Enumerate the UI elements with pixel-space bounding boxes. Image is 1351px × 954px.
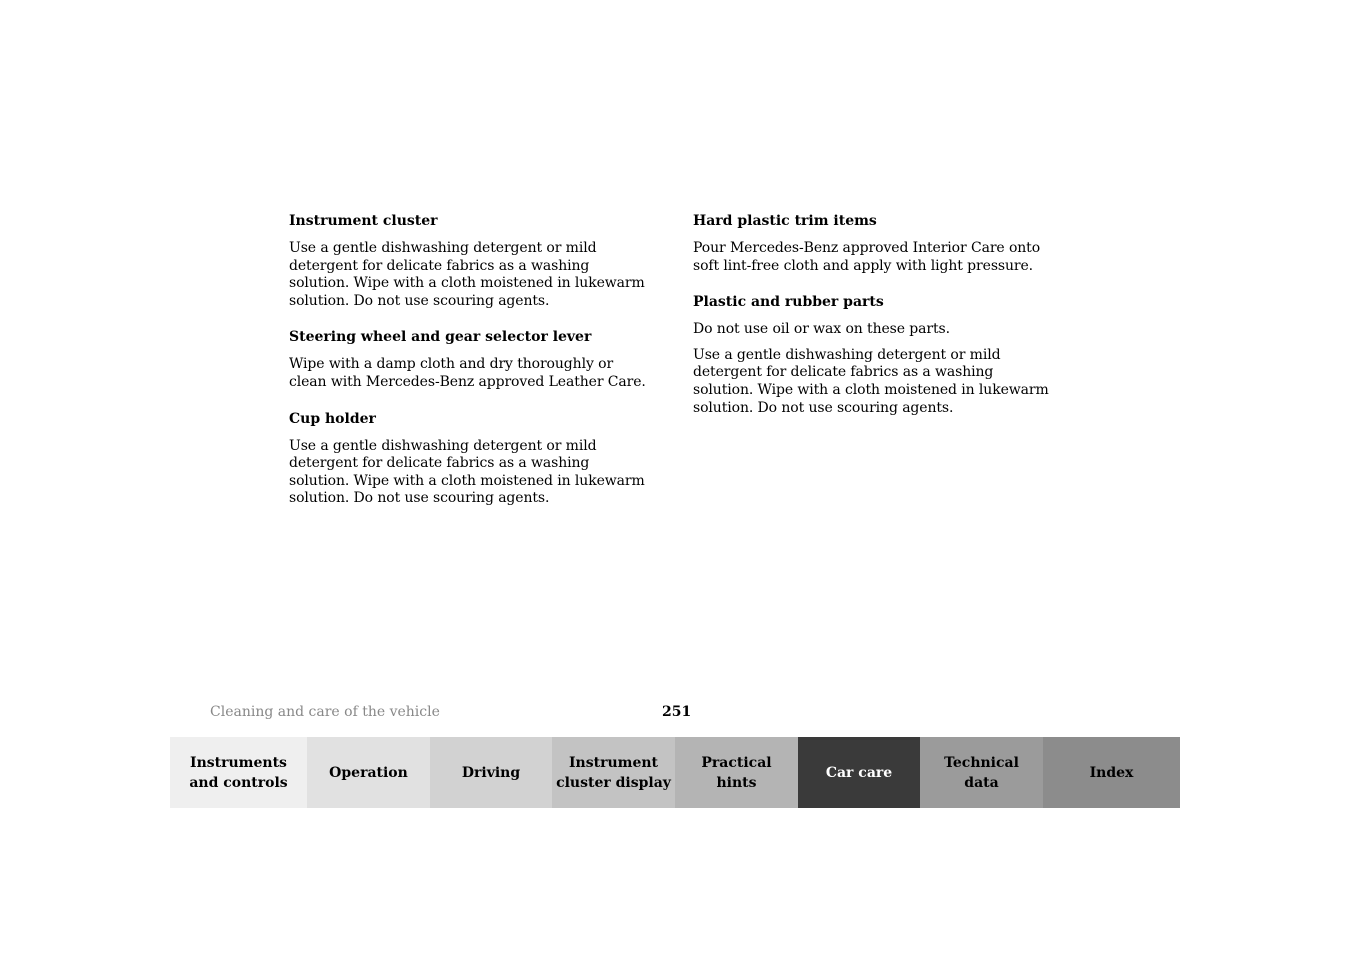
- section: [289, 410, 651, 508]
- nav-tab[interactable]: [552, 737, 675, 808]
- section-paragraph: Pour Mercedes-Benz approved Interior Care onto soft lint-free cloth and apply with light pressure.: [693, 240, 1041, 274]
- nav-tab[interactable]: [430, 737, 552, 808]
- section-heading: Hard plastic trim items: [693, 213, 877, 229]
- footer-section-title: Cleaning and care of the vehicle: [210, 704, 440, 720]
- nav-tab[interactable]: [1043, 737, 1180, 808]
- section-heading: Instrument cluster: [289, 213, 438, 229]
- section-heading: Cup holder: [289, 410, 376, 427]
- nav-tab-label: Operation: [329, 764, 408, 781]
- nav-tab-label: Car care: [825, 764, 893, 781]
- section-paragraph: Use a gentle dishwashing detergent or mild detergent for delicate fabrics as a washing solution. Wipe with a cloth moistened in lukewarm solution. Do not use scouring agents.: [289, 437, 645, 507]
- section-heading: Steering wheel and gear selector lever: [289, 329, 592, 346]
- left-column: [289, 212, 651, 526]
- section-paragraph: Use a gentle dishwashing detergent or mild detergent for delicate fabrics as a washing solution. Wipe with a cloth moistened in lukewarm solution. Do not use scouring agents.: [693, 346, 1049, 416]
- section: [693, 293, 1055, 417]
- section-heading: Plastic and rubber parts: [693, 294, 884, 311]
- nav-tab[interactable]: [675, 737, 798, 808]
- section-paragraph: Do not use oil or wax on these parts.: [693, 321, 950, 338]
- nav-tab-label: Practical hints: [701, 754, 772, 791]
- nav-tab-label: Index: [1089, 764, 1134, 781]
- section: [289, 328, 651, 391]
- nav-tab[interactable]: [798, 737, 920, 808]
- nav-tab[interactable]: [307, 737, 430, 808]
- nav-tab-label: Instrument cluster display: [556, 754, 671, 791]
- section: [289, 212, 651, 310]
- nav-tab-label: Technical data: [944, 754, 1019, 791]
- nav-tab-label: Driving: [461, 764, 521, 781]
- section-paragraph: Wipe with a damp cloth and dry thoroughly or clean with Mercedes-Benz approved Leather Care.: [289, 356, 646, 390]
- chapter-nav-bar: [170, 737, 1180, 808]
- section-paragraph: Use a gentle dishwashing detergent or mild detergent for delicate fabrics as a washing solution. Wipe with a cloth moistened in lukewarm solution. Do not use scouring agents.: [289, 240, 645, 309]
- page-number: 251: [662, 704, 692, 720]
- nav-tab-label: Instruments and controls: [189, 754, 288, 791]
- nav-tab[interactable]: [920, 737, 1043, 808]
- nav-tab[interactable]: [170, 737, 307, 808]
- right-column: [693, 212, 1055, 435]
- section: [693, 212, 1055, 275]
